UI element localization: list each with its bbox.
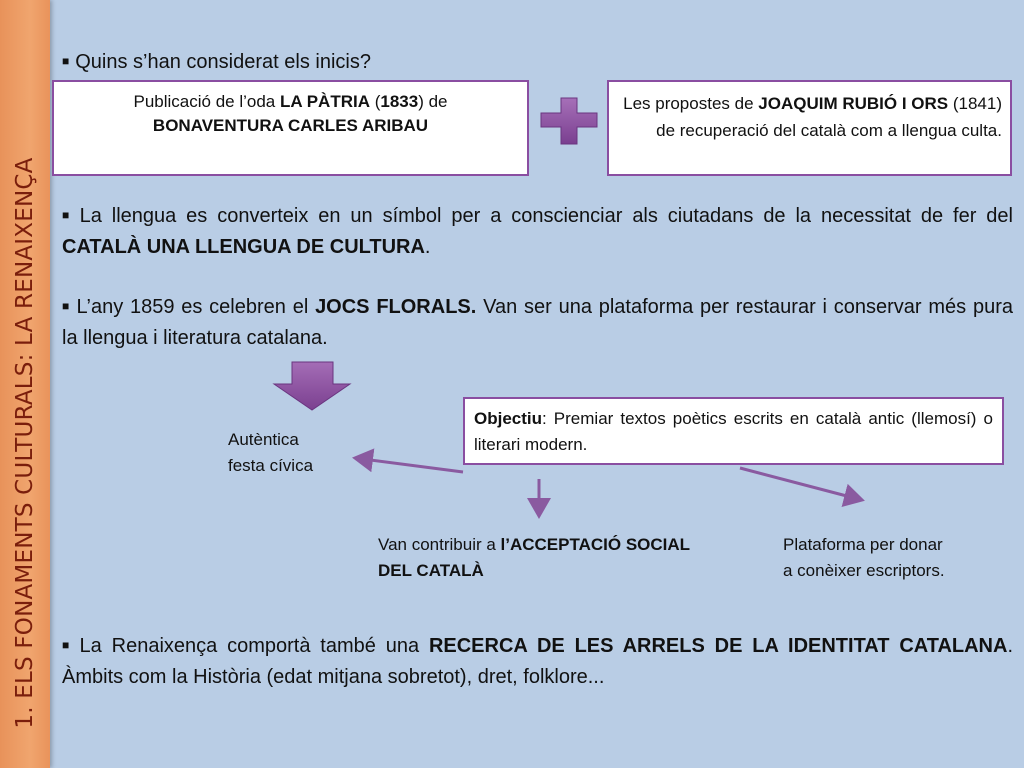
poem-year: 1833 (380, 92, 419, 111)
question-text: Quins s’han considerat els inicis? (75, 51, 371, 73)
arrow-to-festa (355, 458, 463, 472)
paragraph-jocs-florals: ■ L’any 1859 es celebren el JOCS FLORALS. Van ser una plataforma per restaurar i conservar més pura la llengua i literatura catalana. (62, 296, 1013, 349)
poem-title: LA PÀTRIA (279, 92, 370, 111)
box-la-patria: Publicació de l’oda LA PÀTRIA (1833) de BONAVENTURA CARLES ARIBAU (52, 80, 529, 176)
author-name: BONAVENTURA CARLES ARIBAU (152, 116, 429, 135)
paragraph-recerca: ■ La Renaixença comportà també una RECERCA DE LES ARRELS DE LA IDENTITAT CATALANA. Àmbits com la Història (edat mitjana sobretot), dret, folklore... (62, 635, 1014, 688)
label-plataforma: Plataforma per donar a conèixer escriptors. (783, 535, 945, 580)
down-arrow-icon (274, 362, 350, 410)
bullet-marker: ■ (62, 54, 70, 68)
author-rubio: JOAQUIM RUBIÓ I ORS (758, 94, 949, 113)
sidebar-title: 1. ELS FONAMENTS CULTURALS: LA RENAIXENÇA (12, 157, 38, 729)
label-festa-civica: Autèntica festa cívica (228, 430, 314, 475)
paragraph-simbol: ■ La llengua es converteix en un símbol per a conscienciar als ciutadans de la necessitat de fer del CATALÀ UNA LLENGUA DE CULTURA. (62, 205, 1013, 258)
box-rubio-i-ors: Les propostes de JOAQUIM RUBIÓ I ORS (1841) de recuperació del català com a llengua culta. (607, 80, 1012, 176)
box-objectiu: Objectiu: Premiar textos poètics escrits en català antic (llemosí) o literari modern. (463, 397, 1004, 465)
arrow-to-plataforma (740, 468, 862, 500)
label-acceptacio: Van contribuir a l’ACCEPTACIÓ SOCIAL DEL CATALÀ (378, 535, 690, 580)
